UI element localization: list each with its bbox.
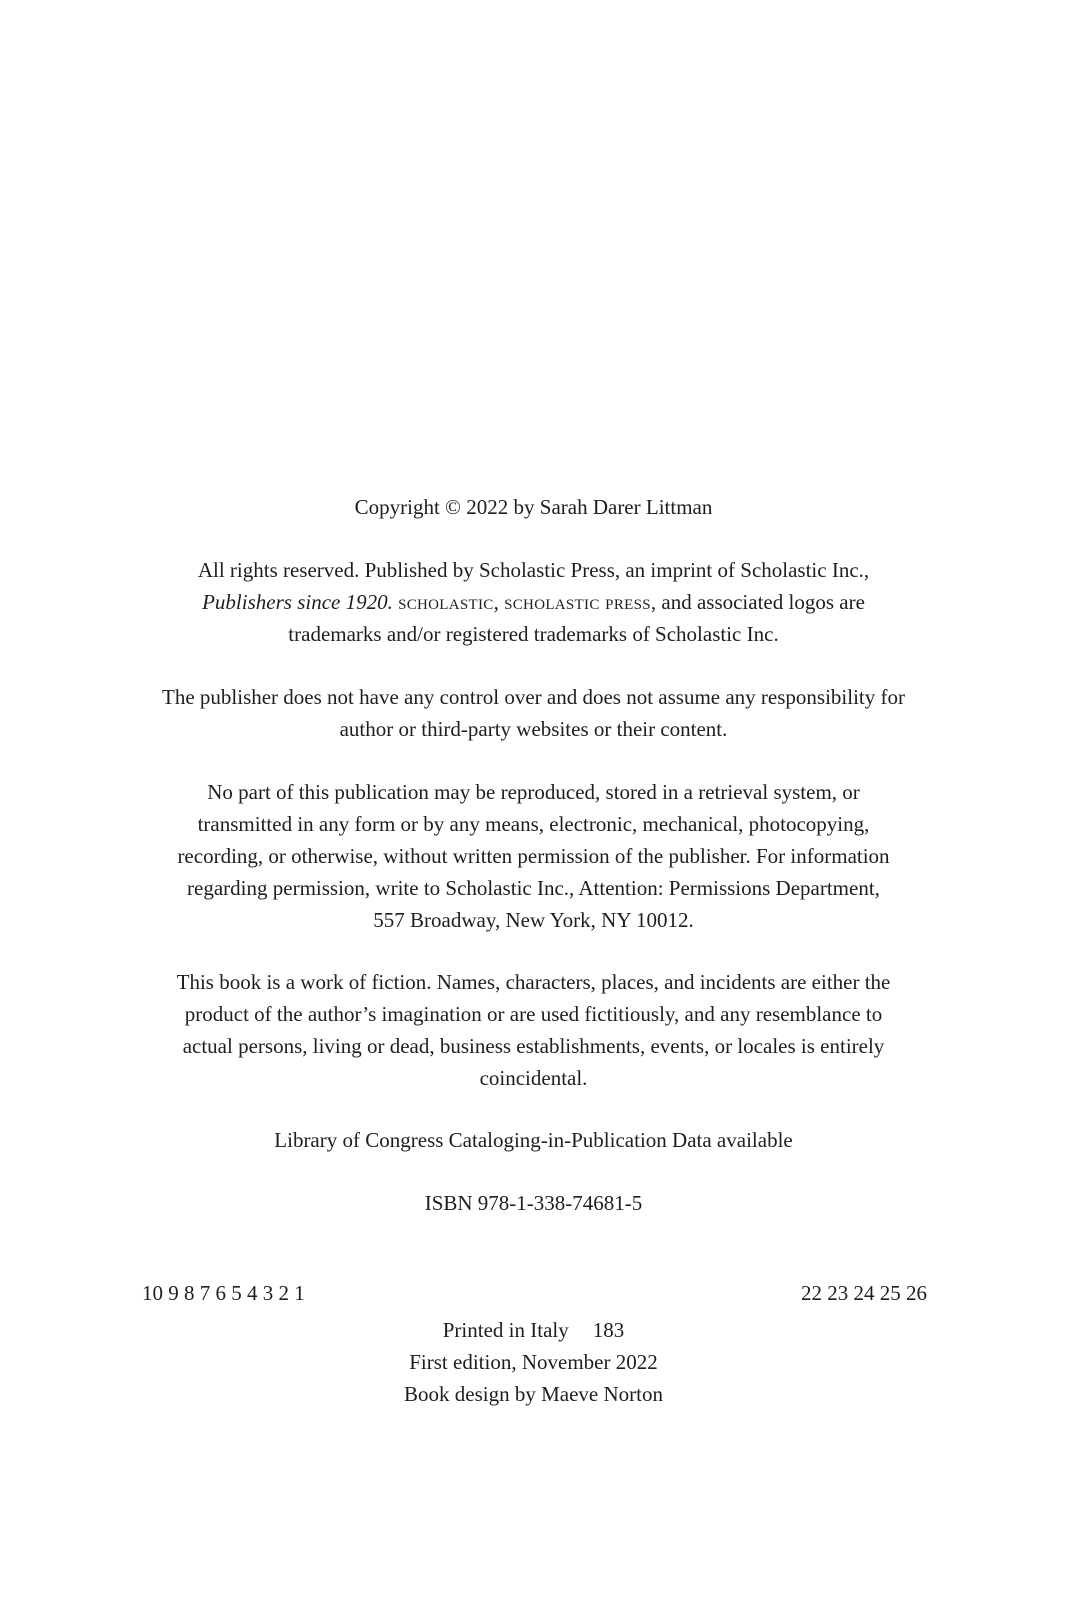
fiction-notice-block: [0, 966, 1067, 1094]
design-credit-line: Book design by Maeve Norton: [404, 1382, 663, 1406]
copyright-line: Copyright © 2022 by Sarah Darer Littman: [354, 495, 713, 519]
reproduction-line-4: regarding permission, write to Scholastic Inc., Attention: Permissions Department,: [187, 876, 880, 900]
scholastic-trademark: scholastic: [398, 590, 494, 614]
rights-line-1: All rights reserved. Published by Scholastic Press, an imprint of Scholastic Inc.,: [197, 558, 870, 582]
rights-line-2: [0, 586, 1067, 618]
reproduction-line-2: transmitted in any form or by any means, electronic, mechanical, photocopying,: [197, 812, 870, 836]
reproduction-line-5: 557 Broadway, New York, NY 10012.: [373, 908, 694, 932]
cip-block: [0, 1124, 1067, 1156]
fiction-line-2: product of the author’s imagination or are used fictitiously, and any resemblance to: [184, 1002, 883, 1026]
rights-line-3: trademarks and/or registered trademarks of Scholastic Inc.: [288, 622, 779, 646]
printing-numbers-row: [0, 1277, 1067, 1309]
reproduction-line-3: recording, or otherwise, without written permission of the publisher. For information: [177, 844, 890, 868]
rights-line-2-rest: , and associated logos are: [650, 590, 865, 614]
publishers-since-text: Publishers since 1920.: [202, 590, 393, 614]
scholastic-press-trademark: scholastic press: [504, 590, 651, 614]
isbn-block: [0, 1187, 1067, 1219]
colophon-block: [0, 1314, 1067, 1410]
reproduction-notice-block: [0, 776, 1067, 936]
trademark-separator: ,: [493, 590, 505, 614]
copyright-block: [0, 491, 1067, 523]
edition-line: First edition, November 2022: [409, 1350, 658, 1374]
rights-block: [0, 554, 1067, 650]
printing-line: 10 9 8 7 6 5 4 3 2 1: [142, 1281, 305, 1305]
fiction-line-3: actual persons, living or dead, business establishments, events, or locales is entirely: [182, 1034, 885, 1058]
disclaimer-line-1: The publisher does not have any control over and does not assume any responsibility for: [162, 685, 905, 709]
isbn-line: ISBN 978-1-338-74681-5: [424, 1191, 643, 1215]
disclaimer-line-2: author or third-party websites or their content.: [339, 717, 728, 741]
fiction-line-1: This book is a work of fiction. Names, characters, places, and incidents are either the: [176, 970, 891, 994]
printed-in-line: [0, 1314, 1067, 1346]
publisher-disclaimer-block: [0, 681, 1067, 745]
fiction-line-4: coincidental.: [479, 1066, 588, 1090]
cip-line: Library of Congress Cataloging-in-Publication Data available: [274, 1128, 793, 1152]
printed-in-text: Printed in Italy: [442, 1318, 569, 1342]
printer-code: 183: [592, 1318, 625, 1342]
year-line: 22 23 24 25 26: [801, 1281, 927, 1305]
reproduction-line-1: No part of this publication may be reproduced, stored in a retrieval system, or: [207, 780, 860, 804]
